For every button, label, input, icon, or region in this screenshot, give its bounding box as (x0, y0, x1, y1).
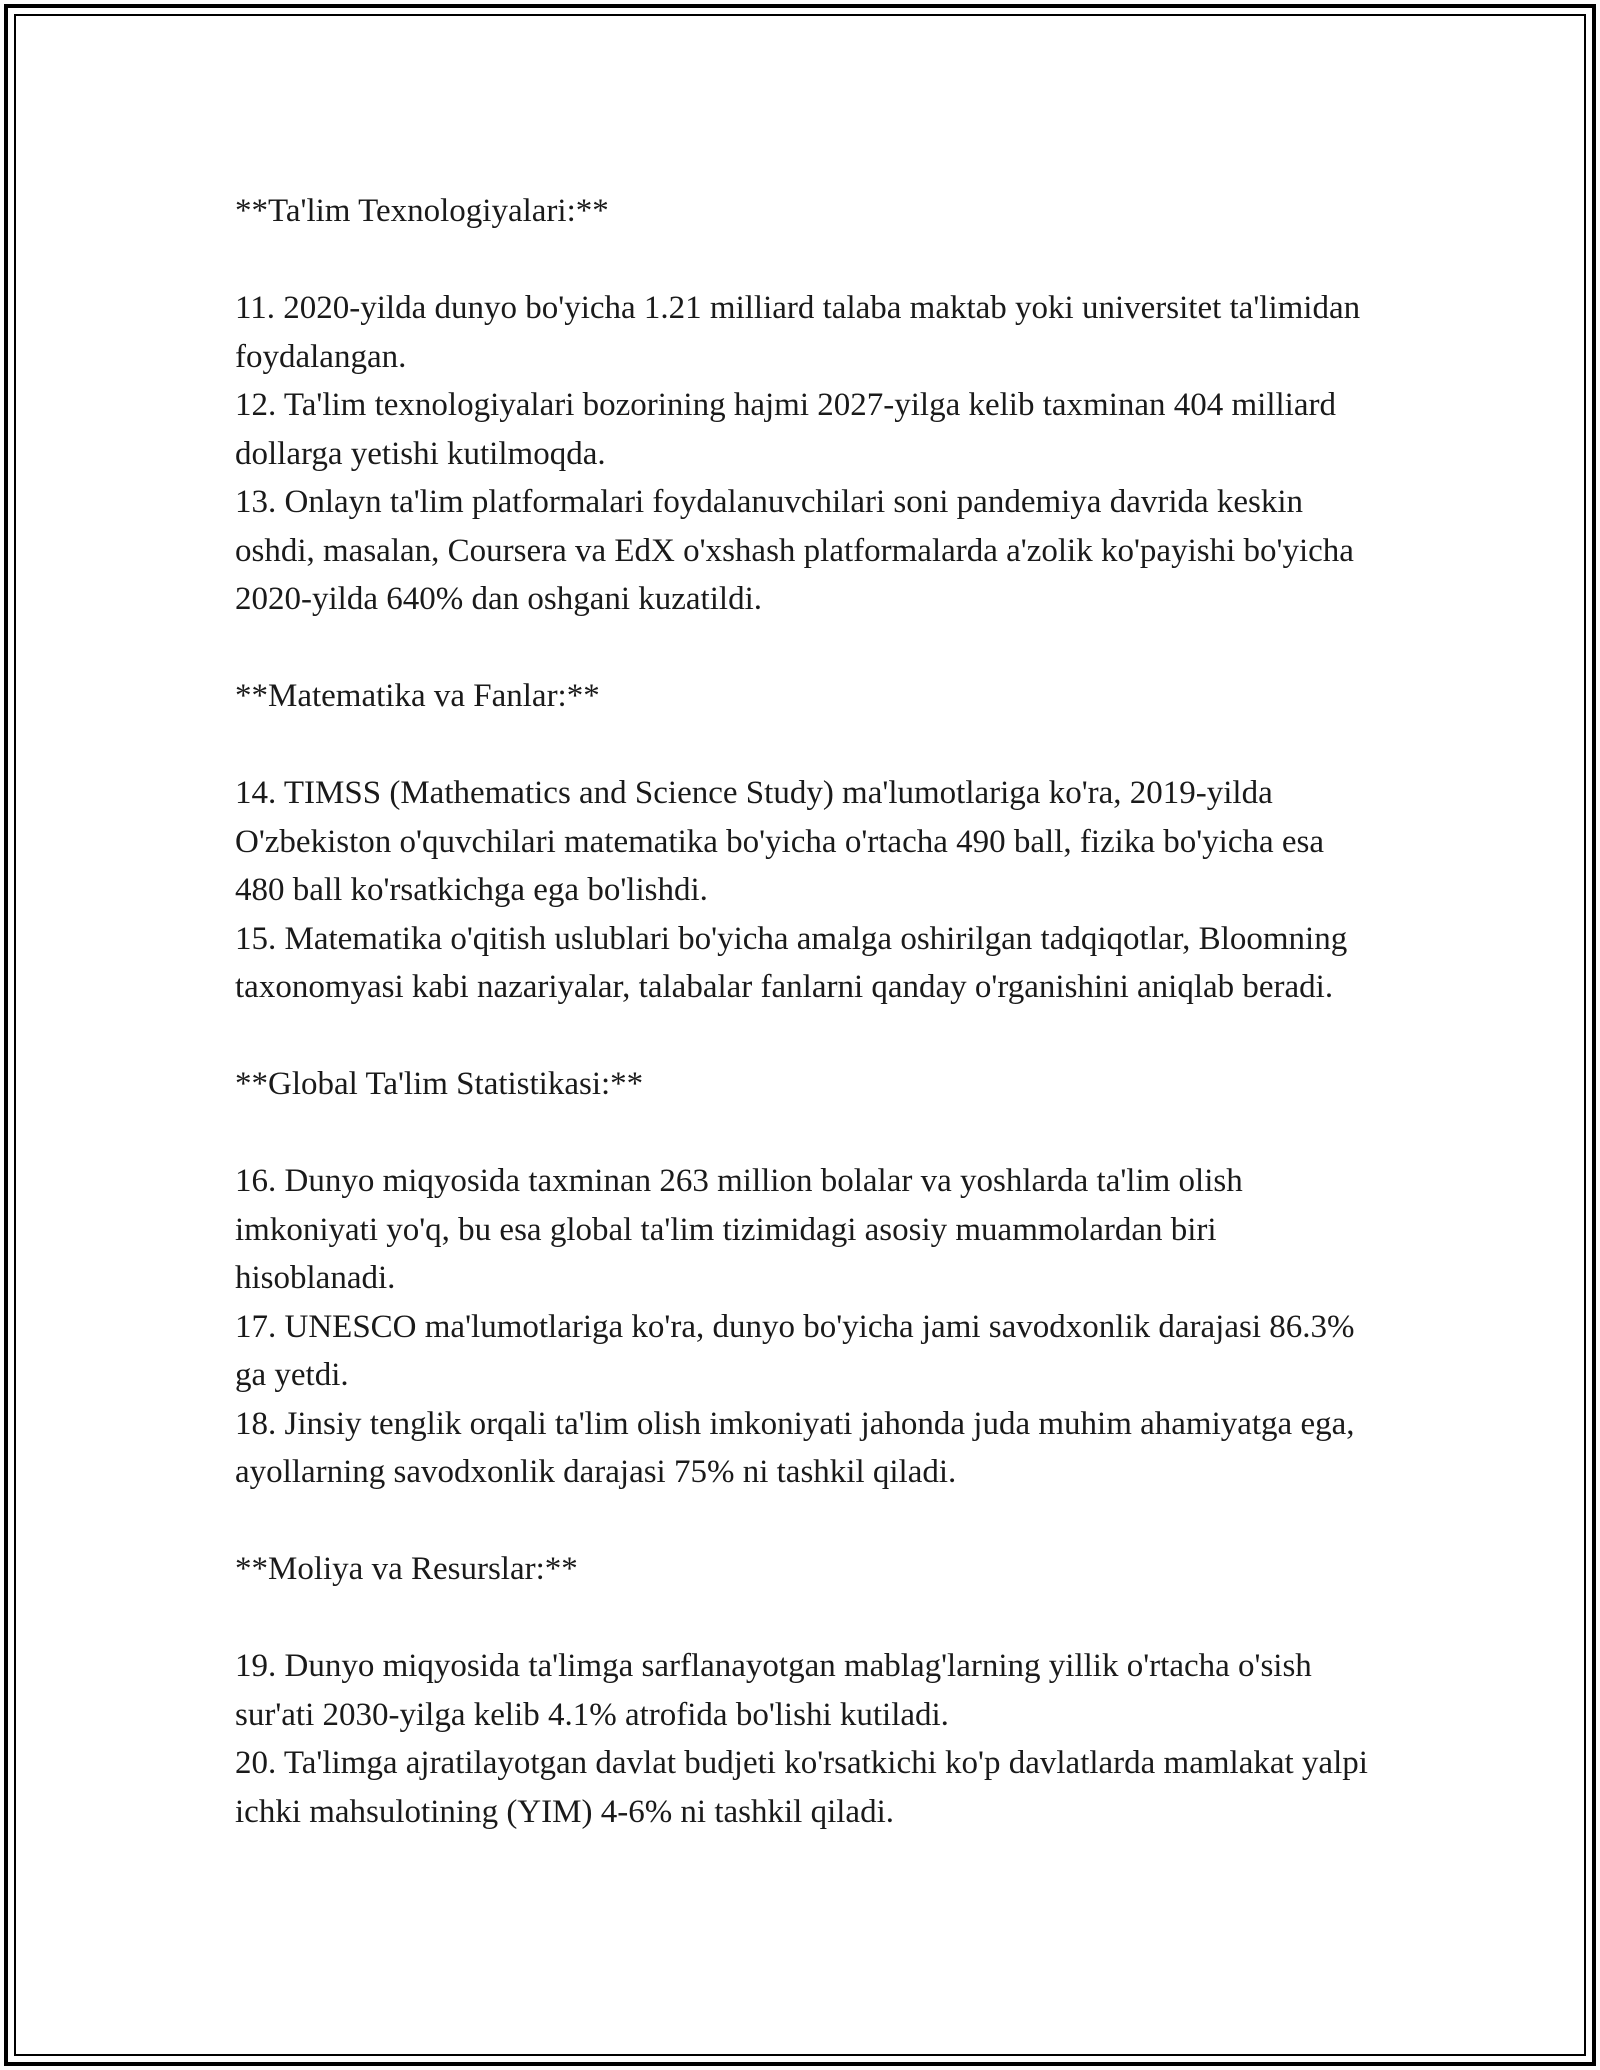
list-item: 11. 2020-yilda dunyo bo'yicha 1.21 milliard talaba maktab yoki universitet ta'limidan foydalangan. (235, 290, 1361, 375)
section-matematika-va-fanlar (235, 672, 1375, 1012)
list-item: 13. Onlayn ta'lim platformalari foydalanuvchilari soni pandemiya davrida keskin oshdi, masalan, Coursera va EdX o'xshash platformalarda a'zolik ko'payishi bo'yicha 2020-yilda 640% dan oshgani kuzatildi. (235, 484, 1354, 617)
list-item: 14. TIMSS (Mathematics and Science Study) ma'lumotlariga ko'ra, 2019-yilda O'zbekiston o'quvchilari matematika bo'yicha o'rtacha 490 ball, fizika bo'yicha esa 480 ball ko'rsatkichga ega bo'lishdi. (235, 775, 1325, 908)
document-body (235, 187, 1375, 1836)
list-item: 18. Jinsiy tenglik orqali ta'lim olish imkoniyati jahonda juda muhim ahamiyatga ega, ayollarning savodxonlik darajasi 75% ni tashkil qiladi. (235, 1405, 1355, 1490)
section-heading: **Matematika va Fanlar:** (235, 678, 600, 714)
list-item: 16. Dunyo miqyosida taxminan 263 million bolalar va yoshlarda ta'lim olish imkoniyati yo'q, bu esa global ta'lim tizimidagi asosiy muammolardan biri hisoblanadi. (235, 1163, 1243, 1296)
section-talim-texnologiyalari (235, 187, 1375, 624)
list-item: 12. Ta'lim texnologiyalari bozorining hajmi 2027-yilga kelib taxminan 404 milliard dollarga yetishi kutilmoqda. (235, 387, 1336, 472)
list-item: 19. Dunyo miqyosida ta'limga sarflanayotgan mablag'larning yillik o'rtacha o'sish sur'ati 2030-yilga kelib 4.1% atrofida bo'lishi kutiladi. (235, 1648, 1312, 1733)
list-item: 15. Matematika o'qitish uslublari bo'yicha amalga oshirilgan tadqiqotlar, Bloomning taxonomyasi kabi nazariyalar, talabalar fanlarni qanday o'rganishini aniqlab beradi. (235, 920, 1348, 1005)
section-heading: **Ta'lim Texnologiyalari:** (235, 193, 609, 229)
section-heading: **Moliya va Resurslar:** (235, 1551, 578, 1587)
section-moliya-va-resurslar (235, 1545, 1375, 1836)
list-item: 17. UNESCO ma'lumotlariga ko'ra, dunyo bo'yicha jami savodxonlik darajasi 86.3% ga yetdi. (235, 1308, 1355, 1393)
section-heading: **Global Ta'lim Statistikasi:** (235, 1066, 644, 1102)
list-item: 20. Ta'limga ajratilayotgan davlat budjeti ko'rsatkichi ko'p davlatlarda mamlakat yalpi ichki mahsulotining (YIM) 4-6% ni tashkil qiladi. (235, 1745, 1368, 1830)
section-global-talim-statistikasi (235, 1060, 1375, 1497)
